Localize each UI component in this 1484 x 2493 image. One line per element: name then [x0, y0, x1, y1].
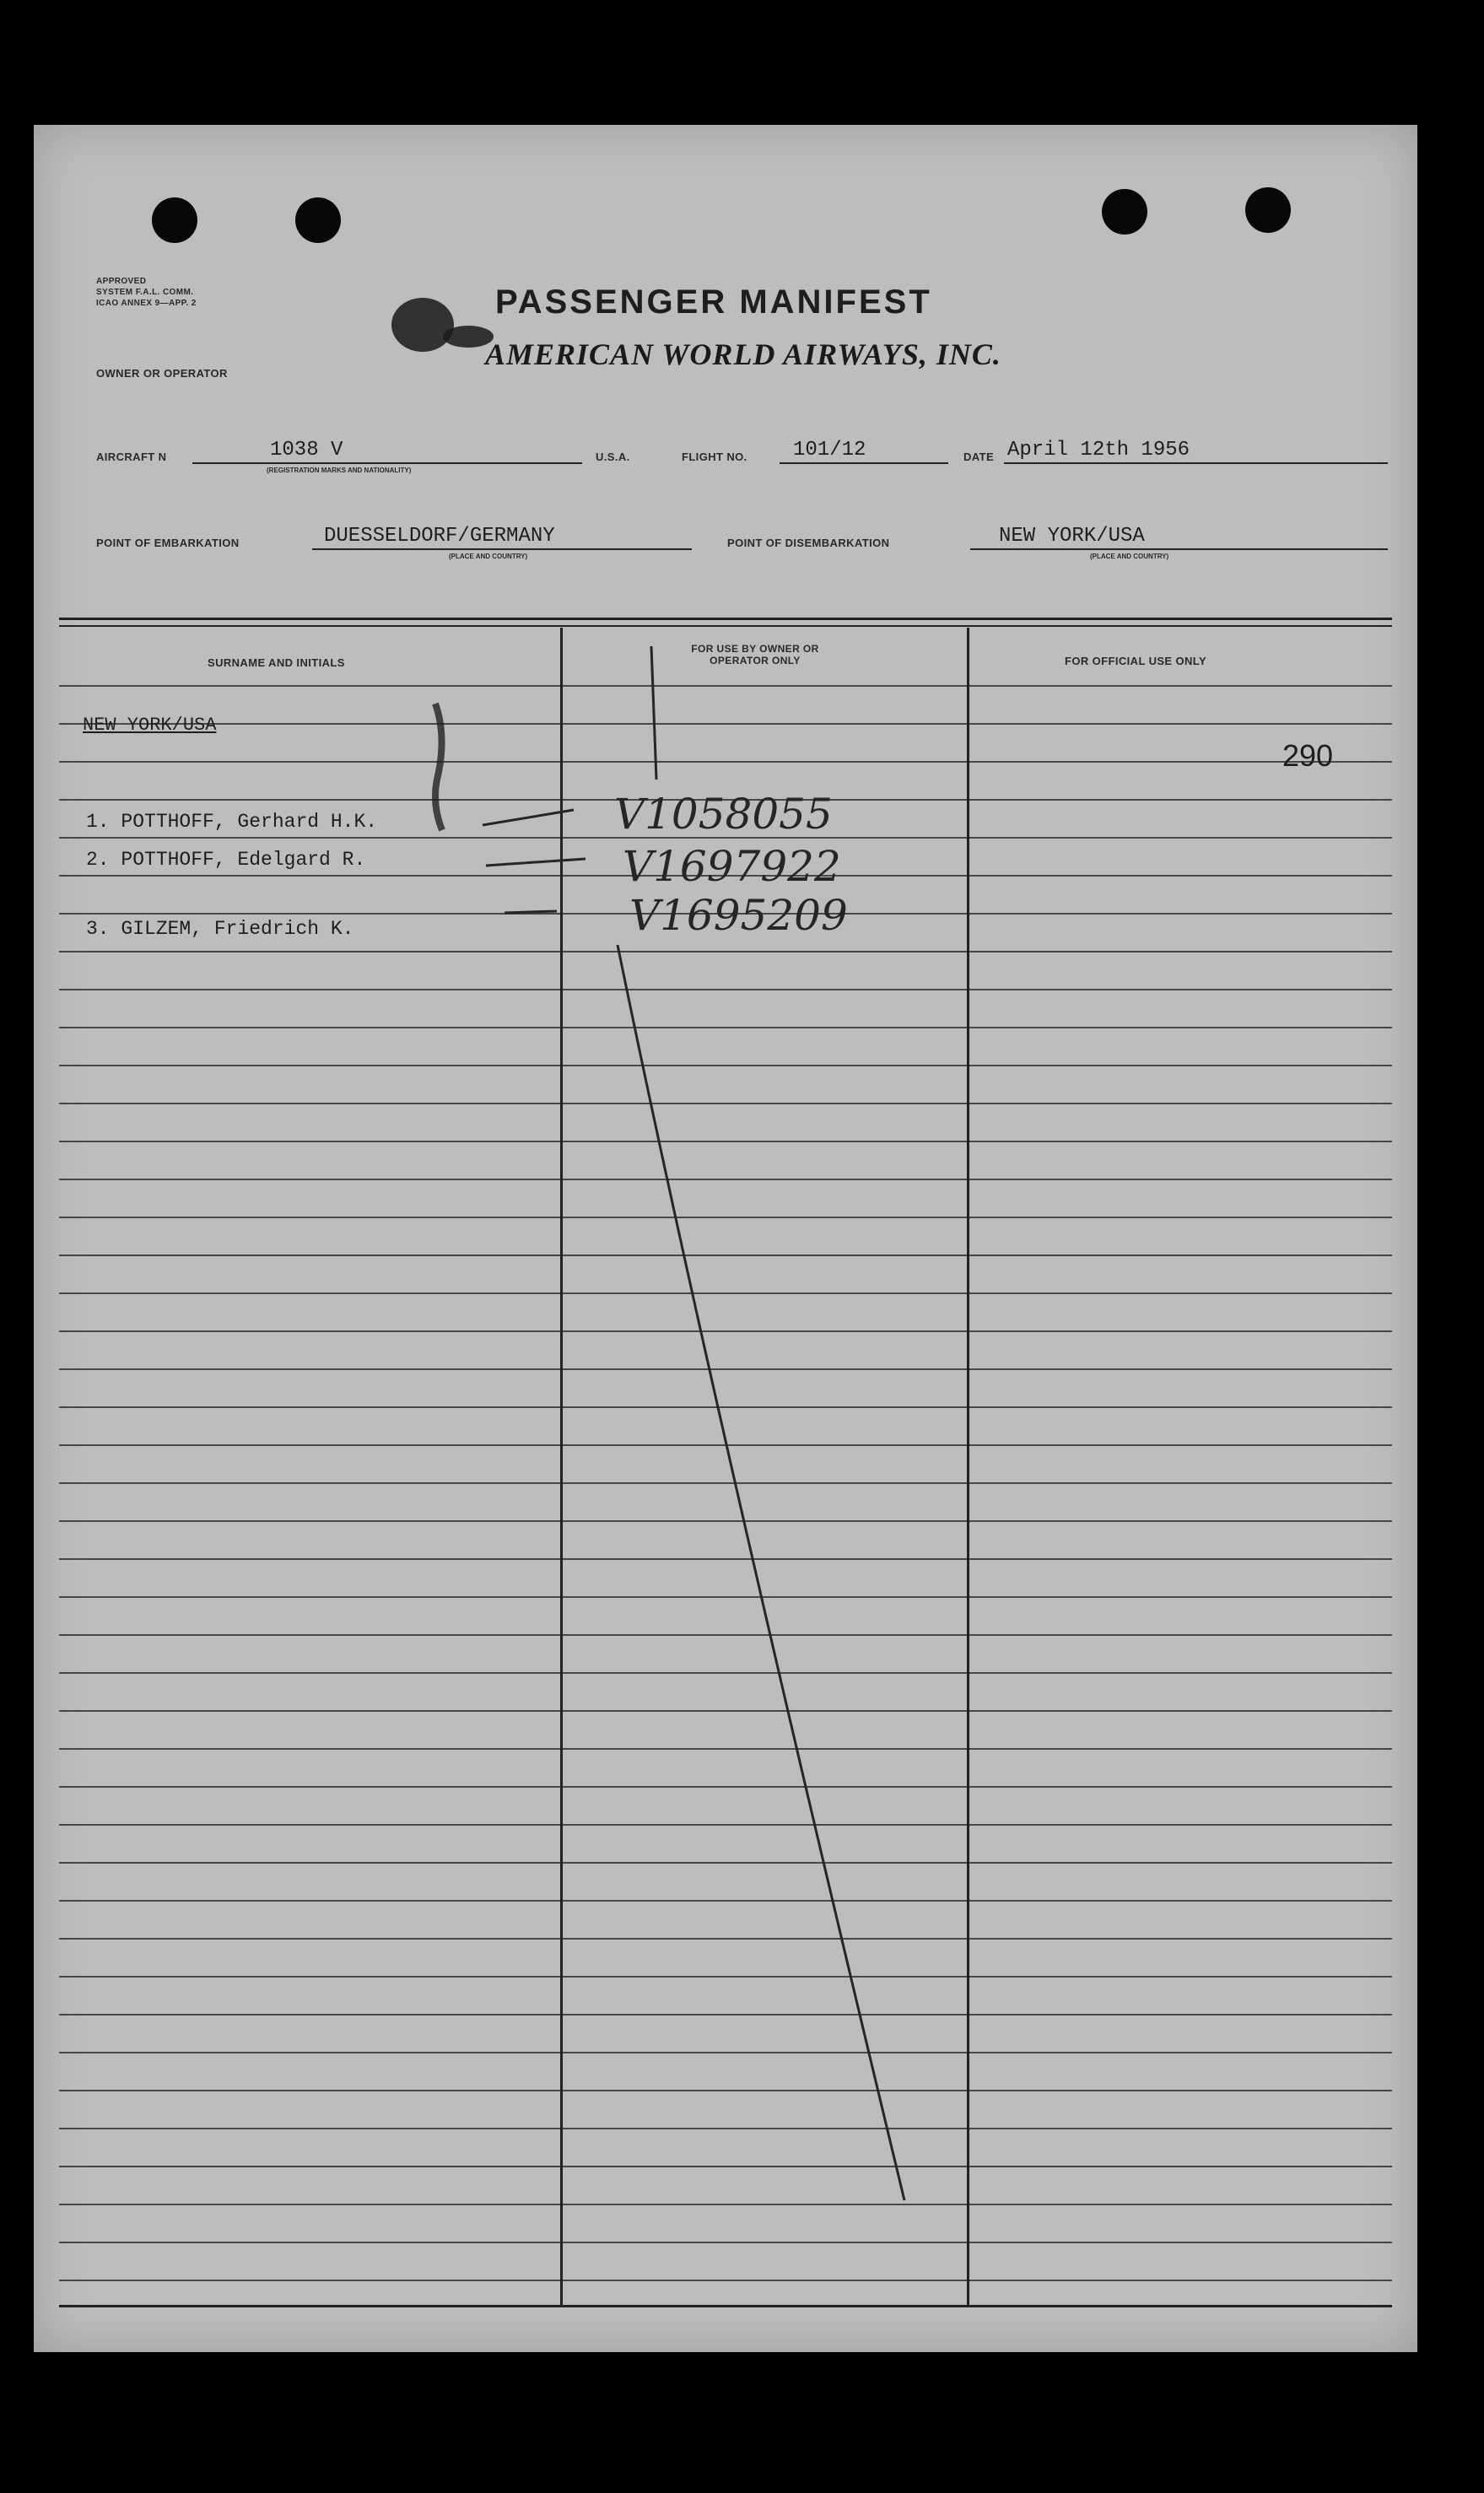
ruled-line — [59, 1255, 1392, 1256]
destination-heading: NEW YORK/USA — [83, 715, 217, 736]
ruled-line — [59, 1406, 1392, 1408]
disembarkation-sublabel: (PLACE AND COUNTRY) — [1090, 553, 1169, 560]
ruled-line — [59, 1482, 1392, 1484]
ruled-line — [59, 1520, 1392, 1522]
ruled-line — [59, 1027, 1392, 1028]
aircraft-underline — [192, 462, 582, 464]
aircraft-sublabel: (REGISTRATION MARKS AND NATIONALITY) — [267, 467, 412, 474]
punch-hole-4 — [1245, 187, 1291, 233]
ruled-line — [59, 1710, 1392, 1712]
embarkation-sublabel: (PLACE AND COUNTRY) — [449, 553, 528, 560]
ruled-line — [59, 1900, 1392, 1902]
approval-line-1: APPROVED — [96, 277, 147, 286]
ruled-line — [59, 1103, 1392, 1104]
ruled-line — [59, 1444, 1392, 1446]
approval-line-2: SYSTEM F.A.L. COMM. — [96, 288, 194, 297]
ruled-line — [59, 1368, 1392, 1370]
ruled-line — [59, 1065, 1392, 1066]
operator-label: OWNER OR OPERATOR — [96, 367, 228, 380]
disembarkation-underline — [970, 548, 1388, 550]
ruled-line — [59, 2014, 1392, 2015]
ruled-line — [59, 2280, 1392, 2281]
disembarkation-value: NEW YORK/USA — [999, 525, 1145, 548]
operator-name: AMERICAN WORLD AIRWAYS, INC. — [485, 337, 1001, 371]
manifest-title: PASSENGER MANIFEST — [495, 283, 932, 321]
ruled-line — [59, 761, 1392, 763]
ruled-line — [59, 989, 1392, 990]
disembarkation-label: POINT OF DISEMBARKATION — [727, 537, 890, 549]
aircraft-value: 1038 V — [270, 439, 343, 461]
ruled-line — [59, 1672, 1392, 1674]
manifest-sheet — [34, 125, 1417, 2352]
ruled-line — [59, 2052, 1392, 2053]
aircraft-label: AIRCRAFT N — [96, 451, 167, 463]
punch-hole-1 — [152, 197, 197, 243]
table-top-rule — [59, 618, 1392, 620]
ruled-line — [59, 1179, 1392, 1180]
ruled-line — [59, 2242, 1392, 2243]
ruled-line — [59, 1824, 1392, 1826]
ruled-line — [59, 1141, 1392, 1142]
ruled-line — [59, 1976, 1392, 1978]
ruled-line — [59, 1634, 1392, 1636]
ruled-line — [59, 2128, 1392, 2129]
date-value: April 12th 1956 — [1007, 439, 1190, 461]
date-label: DATE — [963, 451, 995, 463]
ruled-line — [59, 1330, 1392, 1332]
logo-smudge — [391, 298, 454, 352]
ruled-line — [59, 2090, 1392, 2091]
embarkation-underline — [312, 548, 692, 550]
official-number: 290 — [1282, 738, 1334, 773]
passenger-number-1: V1058055 — [614, 790, 833, 839]
embarkation-value: DUESSELDORF/GERMANY — [324, 525, 555, 548]
ruled-line — [59, 1748, 1392, 1750]
passenger-number-2: V1697922 — [623, 842, 841, 891]
ruled-line — [59, 1596, 1392, 1598]
table-top-rule-2 — [59, 625, 1392, 627]
aircraft-country: U.S.A. — [596, 451, 630, 463]
date-underline — [1004, 462, 1388, 464]
punch-hole-3 — [1102, 189, 1147, 235]
flight-value: 101/12 — [793, 439, 866, 461]
punch-hole-2 — [295, 197, 341, 243]
ruled-line — [59, 2204, 1392, 2205]
passenger-name-3: 3. GILZEM, Friedrich K. — [86, 918, 354, 940]
embarkation-label: POINT OF EMBARKATION — [96, 537, 240, 549]
ruled-line — [59, 1217, 1392, 1218]
passenger-number-3: V1695209 — [629, 891, 848, 940]
ruled-line — [59, 1938, 1392, 1940]
ruled-line — [59, 1558, 1392, 1560]
flight-underline — [780, 462, 948, 464]
header-official: FOR OFFICIAL USE ONLY — [1065, 655, 1207, 667]
ruled-line — [59, 1292, 1392, 1294]
table-bottom-rule — [59, 2305, 1392, 2307]
ruled-line — [59, 685, 1392, 687]
passenger-name-2: 2. POTTHOFF, Edelgard R. — [86, 849, 366, 871]
header-surname: SURNAME AND INITIALS — [208, 656, 345, 669]
approval-line-3: ICAO ANNEX 9—APP. 2 — [96, 299, 197, 308]
ruled-line — [59, 723, 1392, 725]
passenger-name-1: 1. POTTHOFF, Gerhard H.K. — [86, 811, 378, 833]
header-owner-operator: FOR USE BY OWNER OR OPERATOR ONLY — [691, 643, 819, 666]
ruled-line — [59, 1786, 1392, 1788]
ruled-line — [59, 2166, 1392, 2167]
flight-label: FLIGHT NO. — [682, 451, 747, 463]
ruled-line — [59, 1862, 1392, 1864]
ruled-line — [59, 951, 1392, 952]
